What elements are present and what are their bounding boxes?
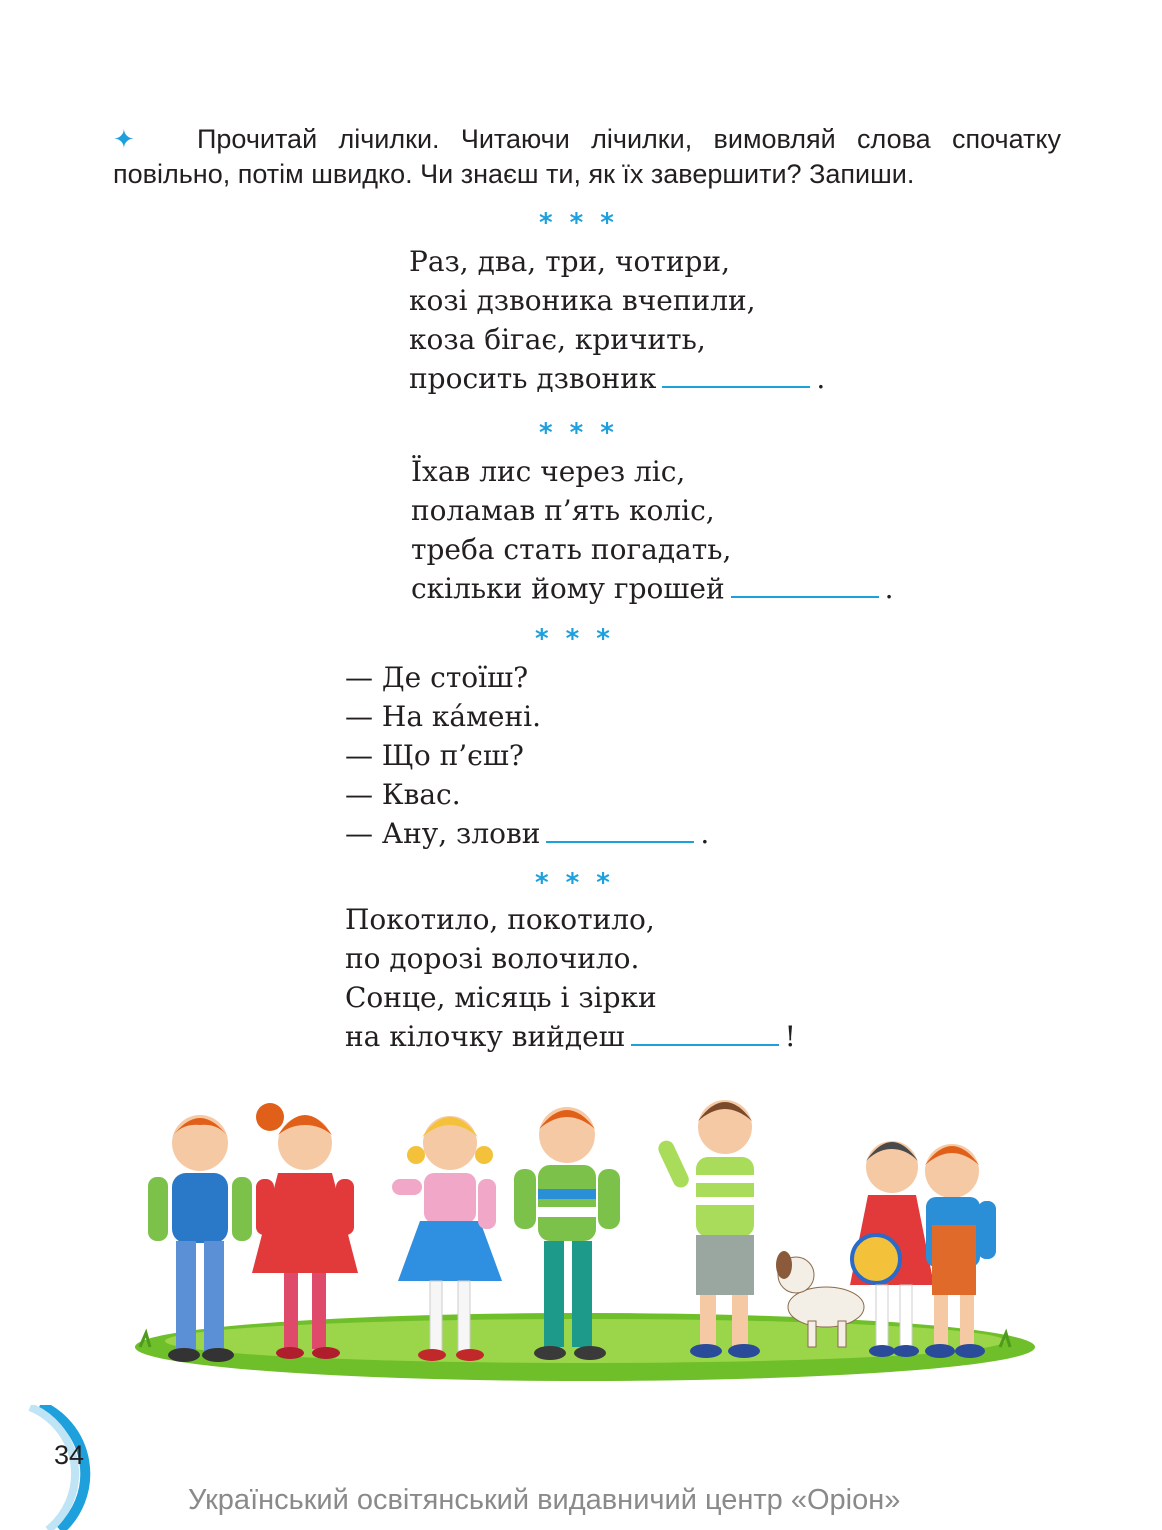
poem-end-punct: .: [816, 362, 826, 395]
poem-line: Раз, два, три, чотири,: [409, 245, 730, 278]
poem-line: скільки йому грошей: [411, 572, 725, 605]
poem-line: — Де стоїш?: [345, 661, 529, 694]
poem-2: [411, 452, 894, 608]
poem-line: на кілочку вийдеш: [345, 1020, 625, 1053]
poem-line: по дорозі волочило.: [345, 942, 640, 975]
publisher-footer: Український освітянський видавничий центр «Оріон»: [188, 1484, 901, 1516]
poem-line: коза бігає, кричить,: [409, 323, 706, 356]
separator-stars: * * *: [535, 624, 614, 654]
poem-line: Сонце, місяць і зірки: [345, 981, 657, 1014]
child-boy-blue: [148, 1115, 252, 1362]
separator-stars: * * *: [535, 868, 614, 898]
poem-line: треба стать погадать,: [411, 533, 732, 566]
poem-line: козі дзвоника вчепили,: [409, 284, 756, 317]
answer-blank[interactable]: [731, 572, 879, 598]
poem-line: просить дзвоник: [409, 362, 657, 395]
answer-blank[interactable]: [546, 817, 694, 843]
poem-line: — На ка́мені.: [345, 700, 541, 733]
poem-line: — Квас.: [345, 778, 461, 811]
poem-line: поламав п’ять коліс,: [411, 494, 715, 527]
child-boy-overalls: [925, 1144, 996, 1358]
poem-end-punct: .: [700, 817, 710, 850]
children-illustration: [120, 1085, 1050, 1390]
page-number: 34: [54, 1440, 85, 1470]
poem-4: [345, 900, 796, 1056]
poem-line: — Що п’єш?: [345, 739, 524, 772]
answer-blank[interactable]: [631, 1020, 779, 1046]
task-text: Прочитай лічилки. Читаючи лічилки, вимовляй слова спочатку повільно, потім швидко. Чи знаєш ти, як їх завершити? Запиши.: [113, 124, 1061, 189]
poem-line: Покотило, покотило,: [345, 903, 655, 936]
poem-line: Їхав лис через ліс,: [411, 455, 686, 488]
poem-end-punct: !: [784, 1020, 796, 1053]
poem-line: — Ану, злови: [345, 817, 541, 850]
diamond-star-icon: ✦: [113, 124, 135, 154]
separator-stars: * * *: [539, 418, 618, 448]
poem-3: [345, 658, 709, 853]
poem-1: [409, 242, 825, 398]
task-instruction: [113, 122, 1061, 192]
answer-blank[interactable]: [662, 362, 810, 388]
poem-end-punct: .: [884, 572, 894, 605]
separator-stars: * * *: [539, 208, 618, 238]
